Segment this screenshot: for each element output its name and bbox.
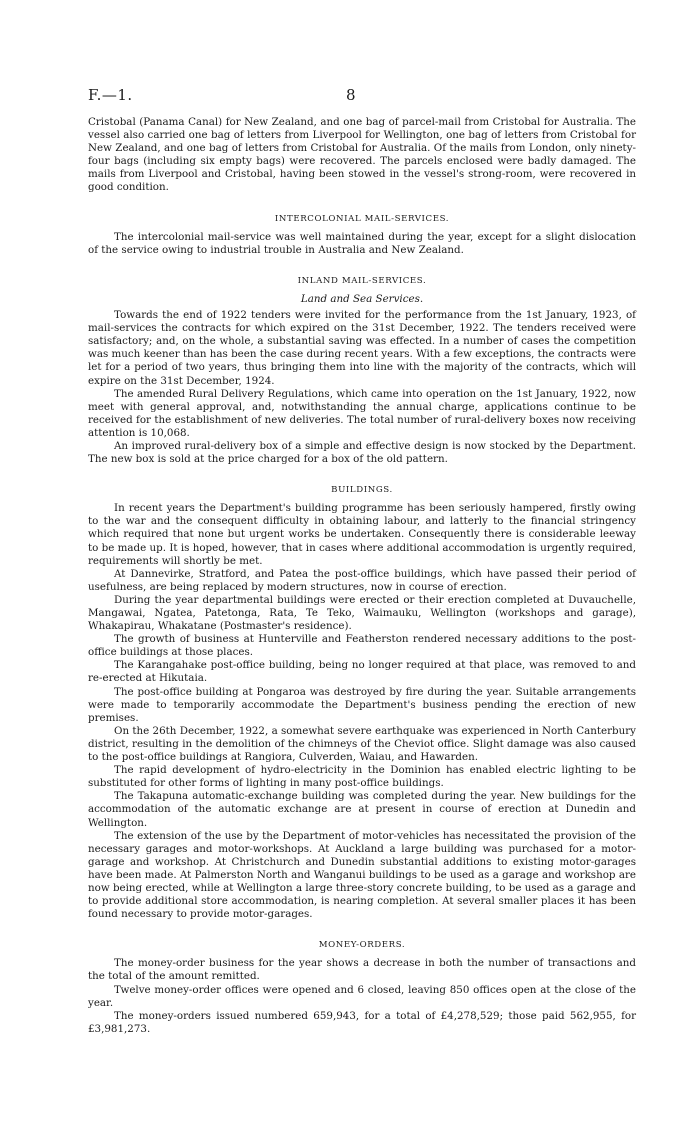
- paragraph: The Takapuna automatic-exchange building was completed during the year. New buildings for the accommodation of the automatic exchange are at present in course of erection at Dunedin and Wellington.: [88, 790, 636, 829]
- paragraph: On the 26th December, 1922, a somewhat severe earthquake was experienced in North Canterbury district, resulting in the demolition of the chimneys of the Cheviot office. Slight damage was also caused to the post-office buildings at Rangiora, Culverden, Waiau, and Hawarden.: [88, 724, 636, 764]
- paragraph: Twelve money-order offices were opened and 6 closed, leaving 850 offices open at the close of the year.: [88, 983, 636, 1009]
- paragraph: During the year departmental buildings were erected or their erection completed at Duvauchelle, Mangawai, Ngatea, Patetonga, Rata, Te Teko, Waimauku, Wellington (workshops and garage), Whakapirau, Whakatane (Postmaster's residence).: [88, 593, 636, 633]
- section-heading-buildings: BUILDINGS.: [331, 485, 393, 496]
- paragraph: In recent years the Department's building programme has been seriously hampered, firstly owing to the war and the consequent difficulty in obtaining labour, and latterly to the financial stringency which required that none but urgent works be undertaken. Consequently there is considerable leeway to be made up. It is hoped, however, that in cases where additional accommodation is urgently required, requirements will shortly be met.: [88, 502, 636, 567]
- paragraph: Towards the end of 1922 tenders were invited for the performance from the 1st January, 1923, of mail-services the contracts for which expired on the 31st December, 1922. The tenders received were satisfactory; and, on the whole, a substantial saving was effected. In a number of cases the competition was much keener than has been the case during recent years. With a few exceptions, the contracts were let for a period of two years, thus bringing them into line with the majority of the contracts, which will expire on the 31st December, 1924.: [88, 309, 637, 387]
- paragraph: The money-orders issued numbered 659,943, for a total of £4,278,529; those paid 562,955, for £3,981,273.: [88, 1009, 636, 1035]
- paragraph: The amended Rural Delivery Regulations, which came into operation on the 1st January, 1922, now meet with general approval, and, notwithstanding the annual charge, applications continue to be received for the establishment of new deliveries. The total number of rural-delivery boxes now receiving attention is 10,068.: [88, 387, 636, 439]
- paragraph: The post-office building at Pongaroa was destroyed by fire during the year. Suitable arrangements were made to temporarily accommodate the Department's business pending the erection of new premises.: [88, 685, 636, 724]
- document-body: [88, 116, 636, 1036]
- paragraph: At Dannevirke, Stratford, and Patea the post-office buildings, which have passed their period of usefulness, are being replaced by modern structures, now in course of erection.: [88, 567, 636, 593]
- paragraph: The rapid development of hydro-electricity in the Dominion has enabled electric lighting to be substituted for other forms of lighting in many post-office buildings.: [88, 764, 636, 790]
- paragraph: The Karangahake post-office building, being no longer required at that place, was removed to and re-erected at Hikutaia.: [88, 659, 636, 685]
- paragraph: The money-order business for the year shows a decrease in both the number of transactions and the total of the amount remitted.: [88, 957, 636, 983]
- paragraph: The extension of the use by the Department of motor-vehicles has necessitated the provision of the necessary garages and motor-workshops. At Auckland a large building was purchased for a motor-garage and workshop. At Christchurch and Dunedin substantial additions to existing motor-garages have been made. At Palmerston North and Wanganui buildings to be used as a garage and workshop are now being erected, while at Wellington a large three-story concrete building, to be used as a garage and to provide additional store accommodation, is nearing completion. At several smaller places it has been found necessary to provide motor-garages.: [88, 829, 636, 921]
- section-heading-money-orders: MONEY-ORDERS.: [318, 940, 406, 951]
- page-header: [88, 86, 636, 106]
- paragraph: The intercolonial mail-service was well maintained during the year, except for a slight dislocation of the service owing to industrial trouble in Australia and New Zealand.: [88, 230, 636, 256]
- page-number: 8: [346, 86, 356, 104]
- continued-paragraph: Cristobal (Panama Canal) for New Zealand, and one bag of parcel-mail from Cristobal for Australia. The vessel also carried one bag of letters from Liverpool for Wellington, one bag of letters from Cristobal for New Zealand, and one bag of letters from Cristobal for Australia. Of the mails from London, only ninety-four bags (including six empty bags) were recovered. The parcels enclosed were badly damaged. The mails from Liverpool and Cristobal, having been stowed in the vessel's strong-room, were recovered in good condition.: [88, 116, 636, 194]
- subsection-heading-land-sea: Land and Sea Services.: [300, 292, 424, 305]
- section-heading-intercolonial: INTERCOLONIAL MAIL-SERVICES.: [274, 213, 450, 224]
- section-heading-inland: INLAND MAIL-SERVICES.: [297, 275, 427, 286]
- document-reference: F.—1.: [88, 86, 133, 104]
- paragraph: An improved rural-delivery box of a simple and effective design is now stocked by the Department. The new box is sold at the price charged for a box of the old pattern.: [88, 439, 636, 466]
- paragraph: The growth of business at Hunterville and Featherston rendered necessary additions to the post-office buildings at those places.: [88, 633, 636, 659]
